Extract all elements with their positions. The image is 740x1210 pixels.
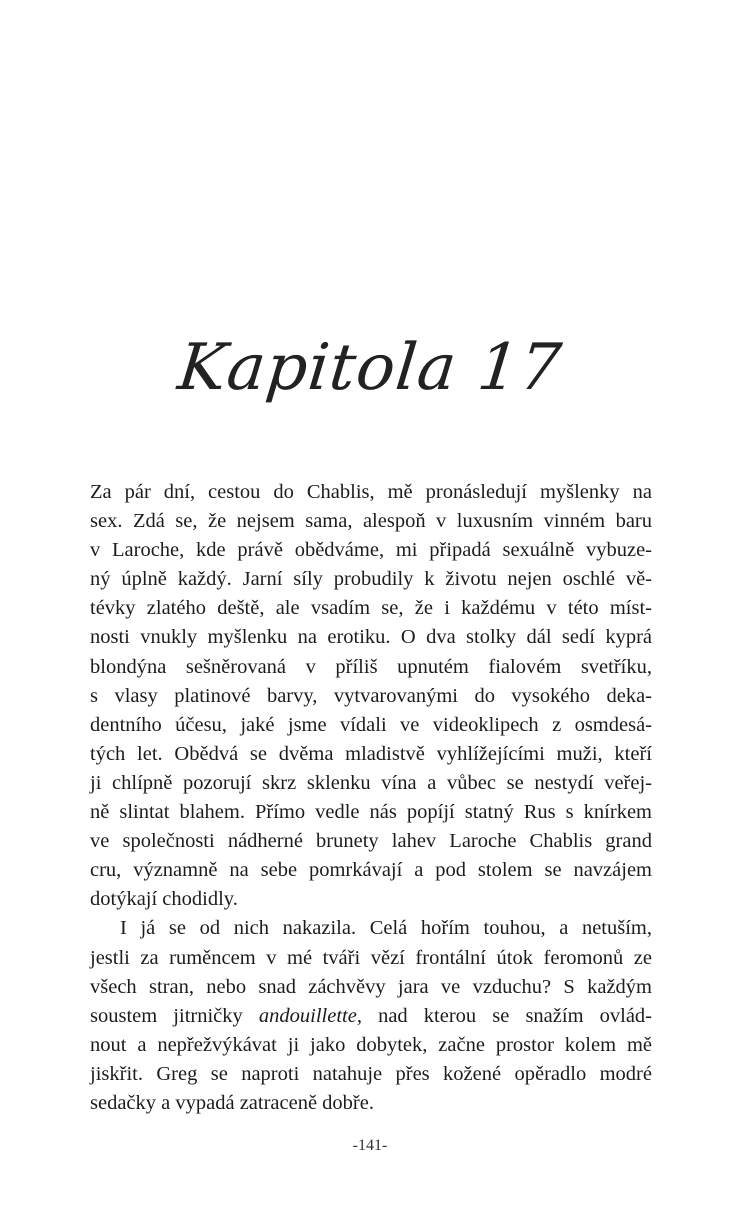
text-line: jestli za ruměncem v mé tváři vězí frontální útok feromonů ze	[90, 946, 652, 969]
text-line: sex. Zdá se, že nejsem sama, alespoň v luxusním vinném baru	[90, 510, 652, 533]
text-line: ve společnosti nádherné brunety lahev Laroche Chablis grand	[90, 830, 652, 853]
text-line: tévky zlatého deště, ale vsadím se, že i každému v této míst-	[90, 597, 652, 620]
italic-word: andouillette	[258, 1004, 357, 1027]
text-line: dotýkají chodidly.	[90, 888, 238, 911]
text-line: soustem jitrničky andouillette, nad kterou se snažím ovlád-	[90, 1004, 653, 1027]
text-line: nout a nepřežvýkávat ji jako dobytek, začne prostor kolem mě	[90, 1033, 652, 1056]
page-number: -141-	[352, 1137, 388, 1154]
text-line: I já se od nich nakazila. Celá hořím touhou, a netuším,	[120, 917, 652, 940]
text-line: nosti vnukly myšlenku na erotiku. O dva stolky dál sedí kyprá	[90, 626, 652, 649]
body-text	[90, 478, 652, 1118]
text-line: cru, významně na sebe pomrkávají a pod stolem se navzájem	[90, 859, 652, 882]
text-line: dentního účesu, jaké jsme vídali ve videoklipech z osmdesá-	[90, 713, 652, 736]
paragraph-1	[90, 478, 652, 914]
chapter-title: Kapitola 17	[174, 331, 566, 405]
text-line: ně slintat blahem. Přímo vedle nás popíjí statný Rus s knírkem	[90, 801, 652, 824]
text-line: ji chlípně pozorují skrz sklenku vína a vůbec se nestydí veřej-	[90, 771, 652, 794]
text-line: všech stran, nebo snad záchvěvy jara ve vzduchu? S každým	[90, 975, 652, 998]
text-line: blondýna sešněrovaná v příliš upnutém fialovém svetříku,	[90, 655, 652, 678]
text-line: sedačky a vypadá zatraceně dobře.	[90, 1091, 374, 1114]
text-line: s vlasy platinové barvy, vytvarovanými do vysokého deka-	[90, 684, 652, 707]
text-line: ný úplně každý. Jarní síly probudily k životu nejen oschlé vě-	[90, 568, 652, 591]
paragraph-2	[90, 914, 652, 1118]
text-line: Za pár dní, cestou do Chablis, mě pronásledují myšlenky na	[90, 481, 652, 503]
text-line: jiskřit. Greg se naproti natahuje přes kožené opěradlo modré	[90, 1062, 652, 1085]
text-line: v Laroche, kde právě obědváme, mi připadá sexuálně vybuze-	[90, 539, 652, 562]
text-line: tých let. Obědvá se dvěma mladistvě vyhlížejícími muži, kteří	[90, 742, 652, 765]
